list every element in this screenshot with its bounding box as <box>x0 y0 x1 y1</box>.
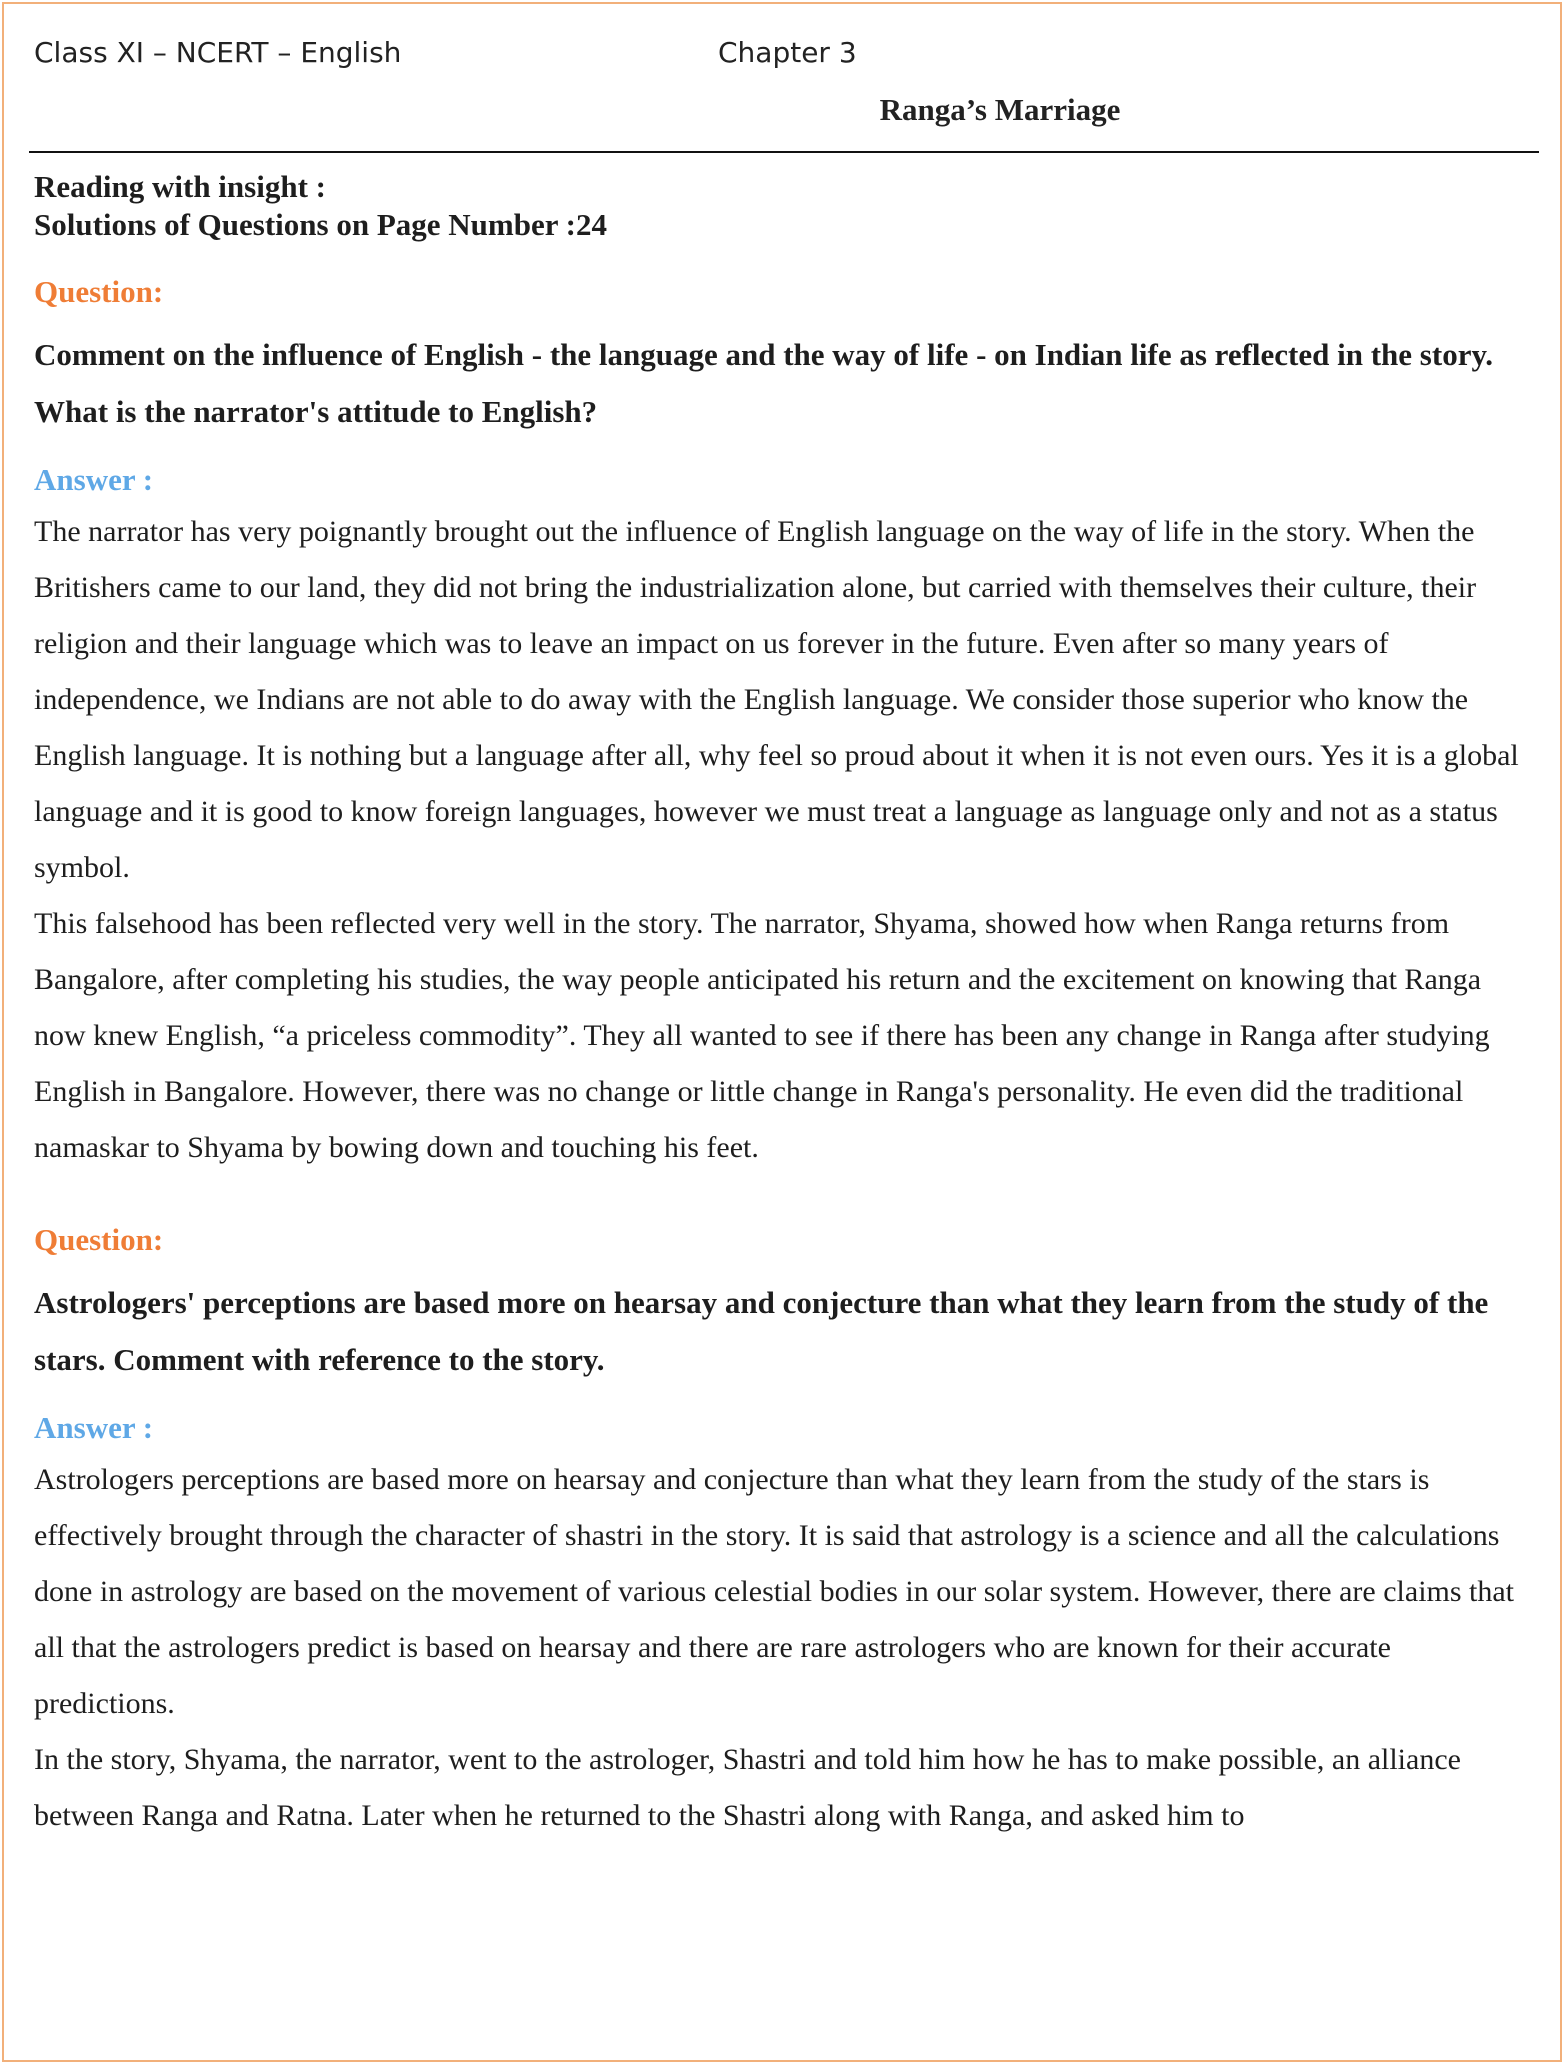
course-label: Class XI – NCERT – English <box>34 36 402 69</box>
answer-label: Answer : <box>34 462 154 497</box>
question-text: Astrologers' perceptions are based more on hearsay and conjecture than what they learn from the study of the stars. Comment with reference to the story. <box>34 1285 1489 1377</box>
answer-paragraph: In the story, Shyama, the narrator, went to the astrologer, Shastri and told him how he has to make possible, an alliance between Ranga and Ratna. Later when he returned to the Shastri along with Ranga, and asked him to <box>34 1743 1461 1832</box>
question-text: Comment on the influence of English - the language and the way of life - on Indian life as reflected in the story. What is the narrator's attitude to English? <box>34 337 1493 429</box>
answer-paragraph: Astrologers perceptions are based more on hearsay and conjecture than what they learn from the study of the stars is effectively brought through the character of shastri in the story. It is said that astrology is a science and all the calculations done in astrology are based on the movement of various celestial bodies in our solar system. However, there are claims that all that the astrologers predict is based on hearsay and there are rare astrologers who are known for their accurate predictions. <box>34 1463 1515 1720</box>
answer-paragraph: This falsehood has been reflected very well in the story. The narrator, Shyama, showed how when Ranga returns from Bangalore, after completing his studies, the way people anticipated his return and the excitement on knowing that Ranga now knew English, “a priceless commodity”. They all wanted to see if there has been any change in Ranga after studying English in Bangalore. However, there was no change or little change in Ranga's personality. He even did the traditional namaskar to Shyama by bowing down and touching his feet. <box>34 907 1490 1164</box>
intro-heading: Reading with insight : <box>34 169 326 204</box>
page-title-text: Ranga’s Marriage <box>879 92 1121 127</box>
document-body <box>34 168 1534 1844</box>
answer-label: Answer : <box>34 1410 154 1445</box>
answer-paragraph: The narrator has very poignantly brought out the influence of English language on the way of life in the story. When the Britishers came to our land, they did not bring the industrialization alone, but carried with themselves their culture, their religion and their language which was to leave an impact on us forever in the future. Even after so many years of independence, we Indians are not able to do away with the English language. We consider those superior who know the English language. It is nothing but a language after all, why feel so proud about it when it is not even ours. Yes it is a global language and it is good to know foreign languages, however we must treat a language as language only and not as a status symbol. <box>34 515 1519 884</box>
question-label: Question: <box>34 274 164 309</box>
question-label: Question: <box>34 1222 164 1257</box>
page-title <box>0 92 1568 128</box>
header-divider <box>29 151 1539 153</box>
chapter-label: Chapter 3 <box>718 36 857 69</box>
intro-subheading: Solutions of Questions on Page Number :24 <box>34 207 607 242</box>
